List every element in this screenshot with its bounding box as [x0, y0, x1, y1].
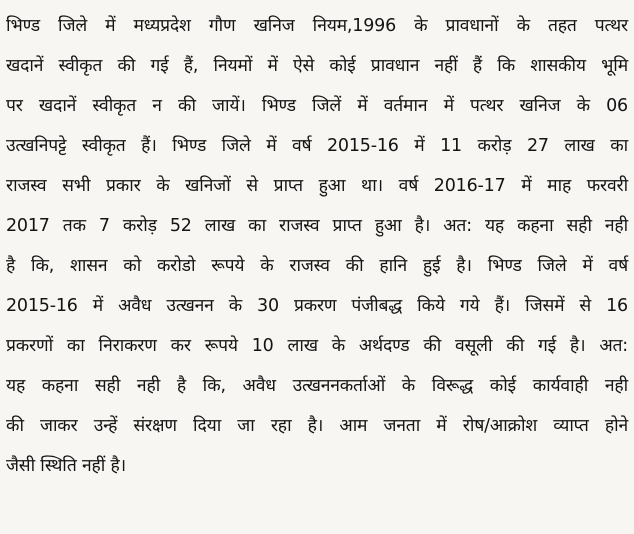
text-line-2: खदानें स्वीकृत की गई हैं, नियमों में ऐसे कोई प्रावधान नहीं हैं कि शासकीय भूमि — [6, 56, 628, 76]
text-line-12: जैसी स्थिति नहीं है। — [6, 456, 126, 476]
text-line-8: 2015-16 में अवैध उत्खनन के 30 प्रकरण पंजीबद्ध किये गये हैं। जिसमें से 16 — [6, 296, 628, 316]
text-line-10: यह कहना सही नही है कि, अवैध उत्खननकर्ताओं के विरूद्ध कोई कार्यवाही नही — [6, 376, 628, 396]
text-line-3: पर खदानें स्वीकृत न की जायें। भिण्ड जिलें में वर्तमान में पत्थर खनिज के 06 — [6, 96, 628, 116]
text-line-11: की जाकर उन्हें संरक्षण दिया जा रहा है। आम जनता में रोष/आक्रोश व्याप्त होने — [6, 416, 628, 436]
text-line-7: है कि, शासन को करोडो रूपये के राजस्व की हानि हुई है। भिण्ड जिले में वर्ष — [6, 256, 628, 276]
text-line-1: भिण्ड जिले में मध्यप्रदेश गौण खनिज नियम,1996 के प्रावधानों के तहत पत्थर — [6, 16, 628, 36]
hindi-paragraph — [6, 6, 628, 486]
text-line-5: राजस्व सभी प्रकार के खनिजों से प्राप्त हुआ था। वर्ष 2016-17 में माह फरवरी — [6, 176, 628, 196]
text-line-4: उत्खनिपट्टे स्वीकृत हैं। भिण्ड जिले में वर्ष 2015-16 में 11 करोड़ 27 लाख का — [6, 136, 628, 156]
text-line-9: प्रकरणों का निराकरण कर रूपये 10 लाख के अर्थदण्ड की वसूली की गई है। अत: — [6, 336, 628, 356]
text-line-6: 2017 तक 7 करोड़ 52 लाख का राजस्व प्राप्त हुआ है। अत: यह कहना सही नही — [6, 216, 628, 236]
